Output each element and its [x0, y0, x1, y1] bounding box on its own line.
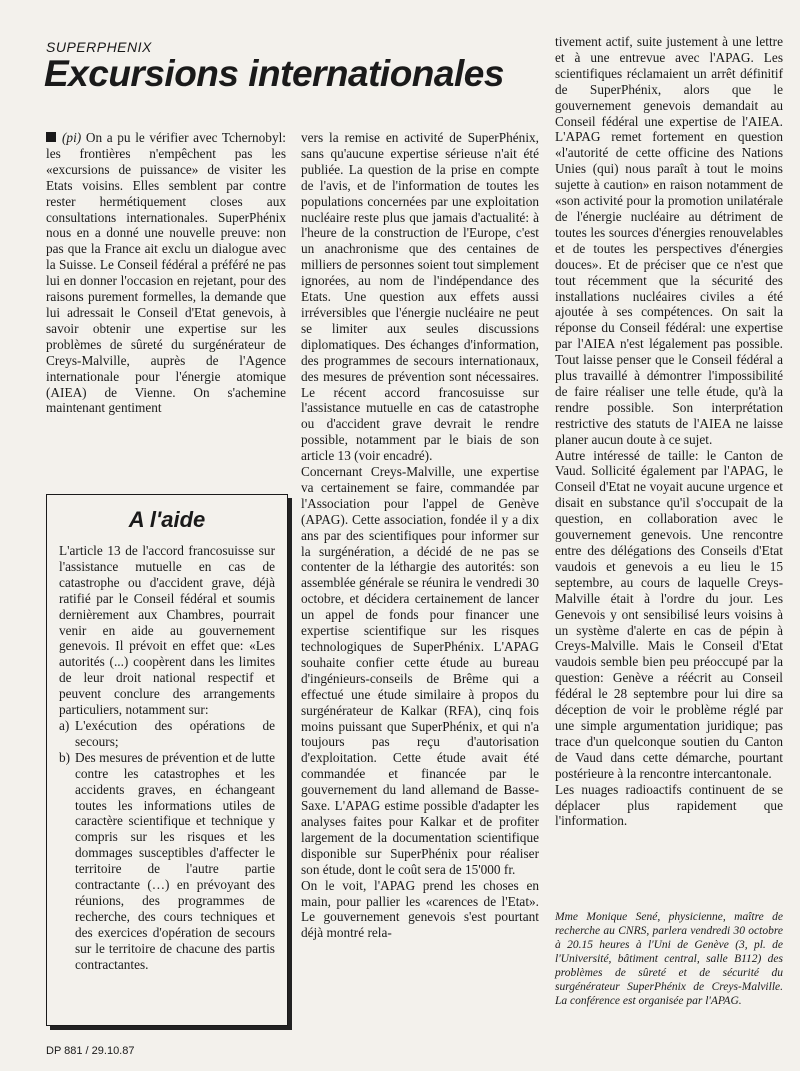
list-item-label: b): [59, 749, 71, 765]
issue-footer: DP 881 / 29.10.87: [46, 1045, 135, 1057]
list-item-text: L'exécution des opérations de secours;: [75, 717, 275, 749]
article-paragraph: Autre intéressé de taille: le Canton de Vaud. Sollicité également par l'APAG, le Conseil d'Etat ne voyait aucune urgence et disait en substance qu'il s'occupait de la question, en collaboration avec le gouvernement genevois. Une rencontre entre des délégations des Conseils d'Etat vaudois et genevois a eu lieu le 15 septembre, au cours de laquelle Creys-Malville était à l'ordre du jour. Les Genevois y ont sensibilisé leurs voisins à un système d'alerte en cas de pépin à Creys-Malville. Mais le Conseil d'Etat vaudois semble bien peu préoccupé par la question: Genève a réécrit au Conseil fédéral le 28 septembre pour lui dire sa déception de voir le problème réglé par une simple argumentation juridique; pas trace d'un quelconque soutien du Canton de Vaud dans cette démarche, pourtant postérieure à la rencontre intercantonale.: [555, 447, 783, 781]
article-paragraph: Concernant Creys-Malville, une expertise va certainement se faire, commandée par l'Association pour l'appel de Genève (APAG). Cette association, fondée il y a dix ans par des scientifiques pour informer sur la surgénération, a décidé de ne pas se contenter de la léthargie des autorités: son assemblée générale se réunira le vendredi 30 octobre, et décidera certainement de lancer un appel de fonds pour financer une expertise scientifique sur les risques technologiques de SuperPhénix. L'APAG souhaite confier cette étude au bureau d'ingénieurs-conseils de Brême qui a effectué une étude similaire à propos du surgénérateur de Kalkar (RFA), cinq fois moins puissant que SuperPhénix, et qui n'a toujours pas reçu d'autorisation d'exploitation. Cette étude avait été commandée et financée par le gouvernement du land allemand de Basse-Saxe. L'APAG estime possible d'adapter les analyses faites pour Kalkar et de profiter largement de la documentation scientifique disponible sur SuperPhénix pour réaliser son étude, dont le coût sera de 15'000 fr.: [301, 464, 539, 877]
article-column-3: [555, 34, 783, 829]
article-column-1: [46, 130, 286, 416]
sidebar-list: [59, 718, 275, 973]
list-item-text: Des mesures de prévention et de lutte contre les catastrophes et les accidents graves, en échangeant toutes les informations utiles de caractère scientifique et technique y compris sur les risques et les dommages susceptibles d'affecter le territoire de l'autre partie contractante (…) en prévoyant des réunions, des programmes de recherche, des cours techniques et des exercices d'opération de secours sur le territoire de chacune des partis contractantes.: [75, 749, 275, 972]
article-paragraph: Les nuages radioactifs continuent de se déplacer plus rapidement que l'information.: [555, 781, 783, 829]
article-paragraph: vers la remise en activité de SuperPhénix, sans qu'aucune expertise sérieuse n'ait été publiée. La question de la prise en compte de l'avis, et de l'information de toutes les populations concernées par une exploitation nucléaire reste plus que jamais d'actualité: à l'heure de la construction de l'Europe, c'est un anachronisme que des centaines de milliers de personnes soient tout simplement ignorées, au nom de l'indépendance des Etats. Une question aux effets aussi irréversibles que l'énergie nucléaire ne peut se limiter aux seules discussions diplomatiques. Des échanges d'information, des programmes de secours internationaux, des mesures de prévention sont nécessaires. Le récent accord francosuisse sur l'assistance mutuelle en cas de catastrophe ou d'accident grave devrait le rendre possible, notamment par le biais de son article 13 (voir encadré).: [301, 130, 539, 464]
event-note: Mme Monique Sené, physicienne, maître de recherche au CNRS, parlera vendredi 30 octobre à 20.15 heures à l'Uni de Genève (3, pl. de l'Université, bâtiment central, salle B112) des problèmes de sûreté et de sécurité du surgénérateur SuperPhénix de Creys-Malville. La conférence est organisée par l'APAG.: [555, 911, 783, 1007]
sidebar-body: [59, 543, 275, 972]
bullet-square-icon: [46, 132, 56, 142]
sidebar-box: [46, 494, 288, 1026]
sidebar-title: A l'aide: [128, 507, 206, 532]
article-title: Excursions internationales: [44, 53, 504, 94]
list-item-label: a): [59, 717, 70, 733]
paragraph-text: On a pu le vérifier avec Tchernobyl: les frontières n'empêchent pas les «excursions de puissance» de visiter les Etats voisins. Elles semblent par contre rester hermétiquement closes aux consultations internationales. SuperPhénix nous en a donné une nouvelle preuve: non pas que la France ait exclu un dialogue avec la Suisse. Le Conseil fédéral a préféré ne pas lui en donner l'occasion en rejetant, pour des raisons purement formelles, la demande que lui adressait le Conseil d'Etat genevois, à savoir obtenir une expertise sur les problèmes de sûreté du surgénérateur de Creys-Malville, auprès de l'Agence internationale pour l'énergie atomique (AIEA) de Vienne. On s'achemine maintenant gentiment: [46, 130, 286, 416]
article-column-2: [301, 130, 539, 941]
article-paragraph: tivement actif, suite justement à une lettre et à une entrevue avec l'APAG. Les scientifiques réclamaient un arrêt définitif de SuperPhénix, alors que le gouvernement genevois demandait au Conseil fédéral une expertise de l'AIEA. L'APAG remet fortement en question «l'autorité de cette officine des Nations Unies (qui) nous paraît à tout le moins sujette à caution» en raison notamment de «son activité pour la promotion unilatérale de l'énergie nucléaire au détriment de toutes les sources d'énergies renouvelables et de toutes les perspectives d'énergies douces». Et de préciser que ce n'est que tout récemment que la sécurité des installations nucléaires civiles a été ajoutée à ses compétences. On sait la réponse du Conseil fédéral: une expertise par l'AIEA n'est légalement pas possible. Tout laisse penser que le Conseil fédéral a plus travaillé à démontrer l'impossibilité de faire réaliser une telle étude, qu'à la rendre possible. Son interprétation restrictive des statuts de l'AIEA ne laisse planer aucun doute à ce sujet.: [555, 34, 783, 447]
sidebar-intro: L'article 13 de l'accord francosuisse sur l'assistance mutuelle en cas de catastrophe ou d'accident grave, déjà ratifié par le Conseil fédéral et soumis dernièrement aux Chambres, pourrait venir en aide au gouvernement genevois. Il prévoit en effet que: «Les autorités (...) coopèrent dans les limites de leur droit national respectif et peuvent conclure des arrangements particuliers, notamment sur:: [59, 543, 275, 718]
list-item: [59, 750, 275, 973]
kicker: SUPERPHENIX: [46, 39, 152, 55]
list-item: [59, 718, 275, 750]
article-paragraph: On le voit, l'APAG prend les choses en main, pour pallier les «carences de l'Etat». Le gouvernement genevois s'est pourtant déjà montré rela-: [301, 877, 539, 941]
article-paragraph: [46, 130, 286, 416]
author-initials: (pi): [62, 130, 82, 145]
